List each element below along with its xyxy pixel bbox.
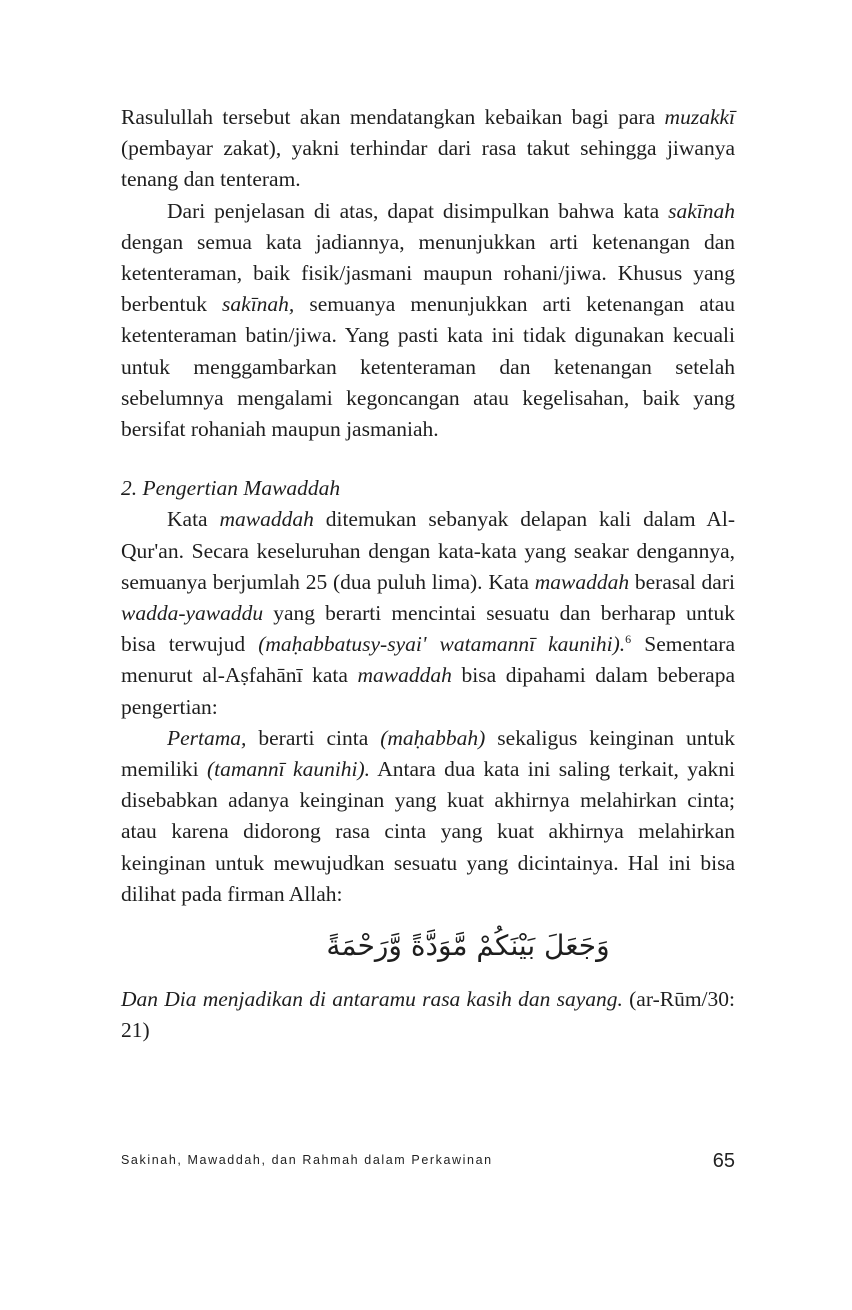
term-muzakki: muzakkī	[664, 105, 735, 129]
footnote-marker[interactable]: 6	[625, 632, 632, 647]
section-heading: 2. Pengertian Mawaddah	[121, 476, 341, 501]
body-text	[121, 102, 735, 1046]
verse-reference: (ar-Rūm/30: 21)	[121, 987, 736, 1043]
arabic-verse: وَجَعَلَ بَيْنَكُمْ مَّوَدَّةً وَّرَحْمَةً	[326, 929, 610, 963]
paragraph-2: Dari penjelasan di atas, dapat disimpulkan bahwa kata sakīnah dengan semua kata jadiannya, menunjukkan arti ketenangan dan ketenteraman, baik fisik/jasmani maupun rohani/jiwa. Khusus yang berbentuk sakīnah, semuanya menunjukkan arti ketenangan atau ketenteraman batin/jiwa. Yang pasti kata ini tidak digunakan kecuali untuk menggambarkan ketenteraman dan ketenangan setelah sebelumnya mengalami kegoncangan atau kegelisahan, baik yang bersifat rohaniah maupun jasmaniah.	[121, 198, 736, 442]
paragraph-4: Pertama, berarti cinta (maḥabbah) sekaligus keinginan untuk memiliki (tamannī kaunihi). Antara dua kata ini saling terkait, yakni disebabkan adanya keinginan yang kuat akhirnya melahirkan cinta; atau karena didorong rasa cinta yang kuat akhirnya melahirkan keinginan untuk mewujudkan sesuatu yang dicintainya. Hal ini bisa dilihat pada firman Allah:	[121, 725, 735, 906]
paragraph-1: Rasulullah tersebut akan mendatangkan kebaikan bagi para muzakkī (pembayar zakat), yakni terhindar dari rasa takut sehingga jiwanya tenang dan tenteram.	[121, 105, 735, 192]
term-sakinah: sakīnah	[668, 198, 735, 223]
page-number: 65	[712, 1150, 735, 1172]
paragraph-3: Kata mawaddah ditemukan sebanyak delapan kali dalam Al-Qur'an. Secara keseluruhan dengan kata-kata yang seakar dengannya, semuanya berjumlah 25 (dua puluh lima). Kata mawaddah berasal dari wadda-yawaddu yang berarti mencintai sesuatu dan berharap untuk bisa terwujud (maḥabbatusy-syai' watamannī kaunihi).$^6$ Sementara menurut al-Aṣfahānī kata mawaddah bisa dipahami dalam beberapa pengertian:	[121, 507, 735, 719]
verse-translation: Dan Dia menjadikan di antaramu rasa kasih dan sayang. (ar-Rūm/30: 21)	[121, 987, 736, 1043]
term-sakinah-2: sakīnah,	[222, 292, 295, 317]
running-footer-title: Sakinah, Mawaddah, dan Rahmah dalam Perkawinan	[121, 1153, 493, 1167]
